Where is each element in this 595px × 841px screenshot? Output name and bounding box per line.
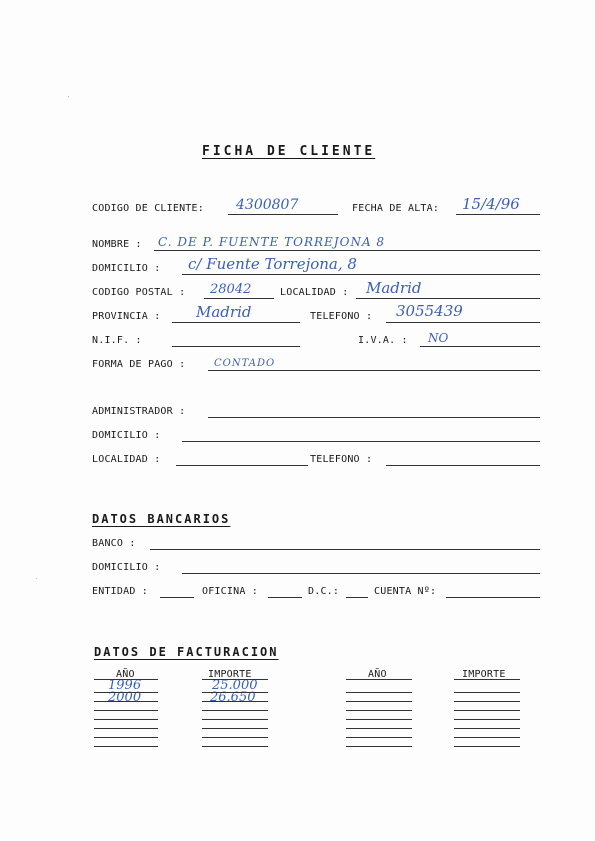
fact-row-line-ano-right[interactable] xyxy=(346,692,412,693)
fact-row-line-importe-left[interactable] xyxy=(202,728,268,729)
fact-row-line-ano-right[interactable] xyxy=(346,710,412,711)
banco-line[interactable] xyxy=(150,549,540,550)
provincia-value[interactable]: Madrid xyxy=(196,303,252,321)
fact-row-1-ano[interactable]: 1996 xyxy=(108,678,142,693)
fact-row-line-importe-left[interactable] xyxy=(202,701,268,702)
nombre-line xyxy=(154,250,540,251)
codigo-postal-label: CODIGO POSTAL : xyxy=(92,287,186,298)
nif-line xyxy=(172,346,300,347)
fact-row-line-importe-right[interactable] xyxy=(454,692,520,693)
cuenta-line[interactable] xyxy=(446,597,540,598)
forma-pago-value[interactable]: CONTADO xyxy=(214,358,276,369)
codigo-cliente-line xyxy=(228,214,338,215)
dc-label: D.C.: xyxy=(308,586,340,597)
fact-row-2-importe[interactable]: 26.650 xyxy=(210,690,256,705)
provincia-label: PROVINCIA : xyxy=(92,311,161,322)
fact-row-line-ano-right[interactable] xyxy=(346,728,412,729)
codigo-postal-line xyxy=(204,298,274,299)
ano-header-left: AÑO xyxy=(116,669,135,680)
banco-domicilio-label: DOMICILIO : xyxy=(92,562,161,573)
nombre-label: NOMBRE : xyxy=(92,239,142,250)
entidad-label: ENTIDAD : xyxy=(92,586,148,597)
fecha-alta-line xyxy=(456,214,540,215)
fact-row-line-ano-left[interactable] xyxy=(94,746,158,747)
codigo-cliente-label: CODIGO DE CLIENTE: xyxy=(92,203,204,214)
iva-line xyxy=(420,346,540,347)
fact-row-line-ano-left[interactable] xyxy=(94,728,158,729)
fact-row-line-importe-right[interactable] xyxy=(454,701,520,702)
fact-header-rule-ano-right xyxy=(346,679,412,680)
telefono-line xyxy=(386,322,540,323)
nif-label: N.I.F. : xyxy=(92,335,142,346)
fact-row-line-importe-right[interactable] xyxy=(454,728,520,729)
domicilio-value[interactable]: c/ Fuente Torrejona, 8 xyxy=(188,255,357,273)
fact-row-line-ano-left[interactable] xyxy=(94,692,158,693)
scan-speck xyxy=(68,96,69,97)
admin-domicilio-line[interactable] xyxy=(182,441,540,442)
admin-domicilio-label: DOMICILIO : xyxy=(92,430,161,441)
fact-row-line-importe-right[interactable] xyxy=(454,719,520,720)
ano-header-right: AÑO xyxy=(368,669,387,680)
provincia-line xyxy=(172,322,300,323)
importe-header-left: IMPORTE xyxy=(208,669,252,680)
administrador-label: ADMINISTRADOR : xyxy=(92,406,186,417)
iva-label: I.V.A. : xyxy=(358,335,408,346)
fact-row-2-ano[interactable]: 2000 xyxy=(108,690,142,705)
fact-row-1-importe[interactable]: 25.000 xyxy=(212,678,258,693)
fact-row-line-ano-right[interactable] xyxy=(346,737,412,738)
oficina-label: OFICINA : xyxy=(202,586,258,597)
admin-localidad-line[interactable] xyxy=(176,465,308,466)
iva-value[interactable]: NO xyxy=(428,331,449,345)
fact-row-line-ano-left[interactable] xyxy=(94,737,158,738)
entidad-line[interactable] xyxy=(160,597,194,598)
fact-row-line-importe-right[interactable] xyxy=(454,710,520,711)
fact-row-line-importe-left[interactable] xyxy=(202,737,268,738)
codigo-postal-value[interactable]: 28042 xyxy=(210,282,252,297)
oficina-line[interactable] xyxy=(268,597,302,598)
fact-row-line-importe-left[interactable] xyxy=(202,746,268,747)
fact-row-line-ano-left[interactable] xyxy=(94,701,158,702)
form-title: FICHA DE CLIENTE xyxy=(202,144,376,159)
fact-row-line-ano-right[interactable] xyxy=(346,746,412,747)
dc-line[interactable] xyxy=(346,597,368,598)
fact-header-rule-importe-right xyxy=(454,679,520,680)
fact-row-line-ano-right[interactable] xyxy=(346,719,412,720)
fact-row-line-importe-left[interactable] xyxy=(202,692,268,693)
localidad-label: LOCALIDAD : xyxy=(280,287,349,298)
fact-row-line-importe-right[interactable] xyxy=(454,746,520,747)
domicilio-line xyxy=(182,274,540,275)
localidad-line xyxy=(356,298,540,299)
admin-telefono-line[interactable] xyxy=(386,465,540,466)
fact-header-rule-importe-left xyxy=(202,679,268,680)
banco-label: BANCO : xyxy=(92,538,136,549)
administrador-line[interactable] xyxy=(208,417,540,418)
domicilio-label: DOMICILIO : xyxy=(92,263,161,274)
forma-pago-label: FORMA DE PAGO : xyxy=(92,359,186,370)
fact-row-line-ano-left[interactable] xyxy=(94,719,158,720)
scan-speck xyxy=(36,578,37,579)
cuenta-label: CUENTA Nº: xyxy=(374,586,437,597)
telefono-label: TELEFONO : xyxy=(310,311,373,322)
admin-telefono-label: TELEFONO : xyxy=(310,454,373,465)
fecha-alta-label: FECHA DE ALTA: xyxy=(352,203,440,214)
fact-row-line-importe-left[interactable] xyxy=(202,710,268,711)
forma-pago-line xyxy=(208,370,540,371)
fact-row-line-ano-left[interactable] xyxy=(94,710,158,711)
datos-facturacion-heading: DATOS DE FACTURACION xyxy=(94,645,279,659)
fecha-alta-value[interactable]: 15/4/96 xyxy=(462,195,520,213)
banco-domicilio-line[interactable] xyxy=(182,573,540,574)
telefono-value[interactable]: 3055439 xyxy=(396,302,463,320)
codigo-cliente-value[interactable]: 4300807 xyxy=(236,197,299,213)
localidad-value[interactable]: Madrid xyxy=(366,279,422,297)
importe-header-right: IMPORTE xyxy=(462,669,506,680)
fact-row-line-importe-right[interactable] xyxy=(454,737,520,738)
admin-localidad-label: LOCALIDAD : xyxy=(92,454,161,465)
datos-bancarios-heading: DATOS BANCARIOS xyxy=(92,512,231,526)
fact-row-line-ano-right[interactable] xyxy=(346,701,412,702)
fact-header-rule-ano-left xyxy=(94,679,158,680)
nombre-value[interactable]: C. DE P. FUENTE TORREJONA 8 xyxy=(158,235,386,249)
fact-row-line-importe-left[interactable] xyxy=(202,719,268,720)
